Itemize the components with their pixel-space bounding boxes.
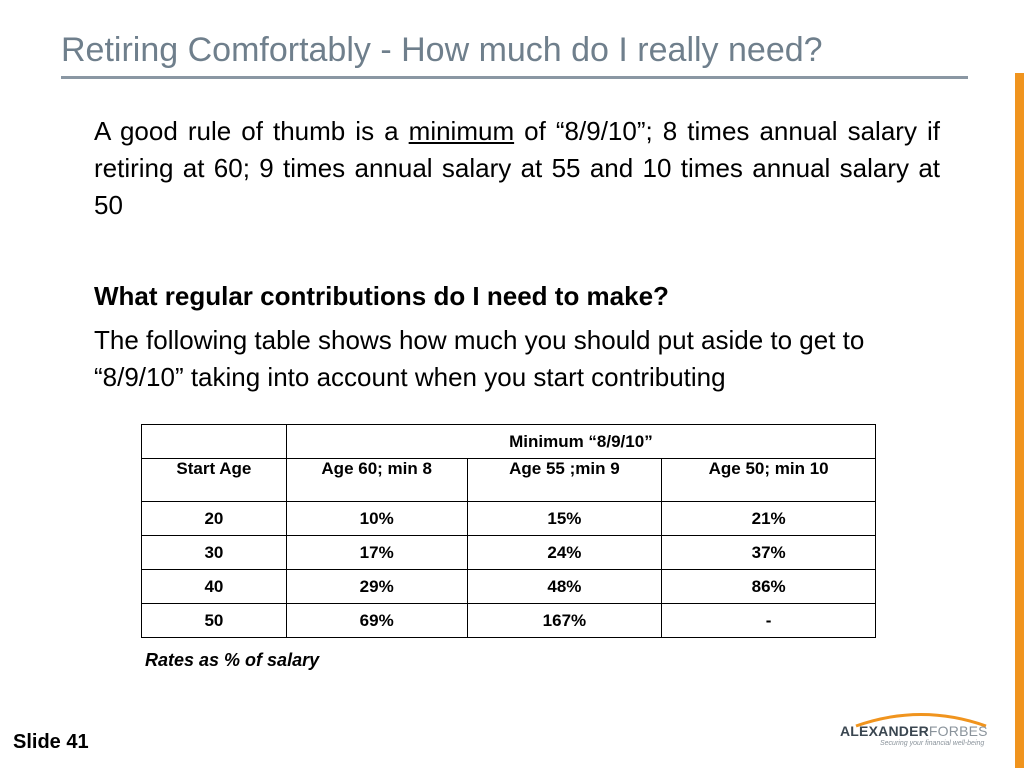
accent-side-bar xyxy=(1015,73,1024,768)
table-cell: 20 xyxy=(142,502,287,536)
table-column-header-row xyxy=(142,459,876,502)
contributions-heading: What regular contributions do I need to make? xyxy=(94,281,669,311)
table-cell: 48% xyxy=(467,570,662,604)
table-row xyxy=(142,502,876,536)
table-cell: - xyxy=(662,604,876,638)
table-cell: 50 xyxy=(142,604,287,638)
table-cell: 17% xyxy=(286,536,467,570)
table-cell: 167% xyxy=(467,604,662,638)
group-header-cell: Minimum “8/9/10” xyxy=(286,425,875,459)
para1-text-before: A good rule of thumb is a xyxy=(94,116,409,146)
table-row xyxy=(142,570,876,604)
para1-underlined-word: minimum xyxy=(408,116,515,146)
table-footnote: Rates as % of salary xyxy=(145,650,320,670)
alexander-forbes-logo xyxy=(836,709,1001,749)
contribution-rates-table xyxy=(141,424,876,638)
table-cell: 24% xyxy=(467,536,662,570)
table-group-header-row xyxy=(142,425,876,459)
para1-text-after: of “8/9/10”; 8 times annual salary if retiring at 60; 9 times annual salary at 55 and 10 times annual salary at 50 xyxy=(94,116,940,220)
column-header: Start Age xyxy=(142,459,287,502)
column-header: Age 50; min 10 xyxy=(662,459,876,502)
table-row xyxy=(142,604,876,638)
column-header: Age 55 ;min 9 xyxy=(467,459,662,502)
table-cell: 37% xyxy=(662,536,876,570)
table-cell: 21% xyxy=(662,502,876,536)
column-header: Age 60; min 8 xyxy=(286,459,467,502)
table-cell: 10% xyxy=(286,502,467,536)
table-row xyxy=(142,536,876,570)
rule-of-thumb-paragraph xyxy=(94,113,940,224)
table-cell: 29% xyxy=(286,570,467,604)
table-cell: 30 xyxy=(142,536,287,570)
slide-title: Retiring Comfortably - How much do I really need? xyxy=(61,31,823,69)
title-underline xyxy=(61,76,968,79)
table-cell: 15% xyxy=(467,502,662,536)
table-cell: 69% xyxy=(286,604,467,638)
empty-corner-cell xyxy=(142,425,287,459)
table-cell: 86% xyxy=(662,570,876,604)
logo-tagline: Securing your financial well-being xyxy=(880,740,985,747)
logo-wordmark: ALEXANDERFORBES xyxy=(840,723,988,739)
slide-number: Slide 41 xyxy=(13,731,89,753)
table-cell: 40 xyxy=(142,570,287,604)
table-intro-paragraph: The following table shows how much you should put aside to get to “8/9/10” taking into account when you start contributing xyxy=(94,325,865,392)
